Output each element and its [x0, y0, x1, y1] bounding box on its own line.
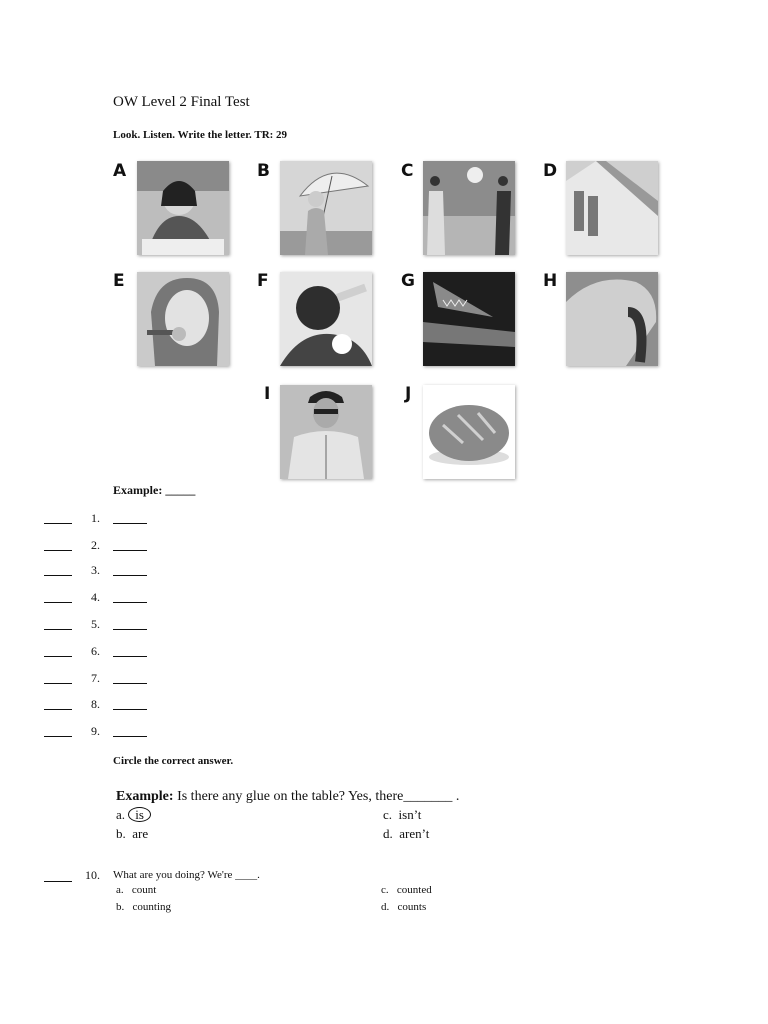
item-number: 8.	[91, 697, 100, 711]
item-number: 3.	[91, 563, 100, 577]
bread-loaf-photo	[423, 385, 515, 479]
option-letter: d.	[383, 826, 393, 841]
option-letter: c.	[383, 807, 393, 822]
answer-row	[0, 617, 768, 633]
photo-letter-f: F	[257, 271, 269, 291]
answer-row	[0, 563, 768, 579]
answer-blank-left[interactable]	[44, 590, 72, 603]
q10-option-d	[381, 901, 426, 913]
photo-letter-a: A	[113, 161, 127, 181]
people-ball-photo	[423, 161, 515, 255]
item-number-q10: 10.	[85, 868, 100, 882]
photo-letter-g: G	[401, 271, 415, 291]
answer-row	[0, 590, 768, 606]
answer-blank-q10[interactable]	[44, 869, 72, 882]
girl-brushing-teeth-photo	[137, 272, 229, 366]
item-number: 4.	[91, 590, 100, 604]
option-text: isn’t	[398, 807, 422, 822]
photo-letter-i: I	[264, 384, 271, 404]
answer-blank-left[interactable]	[44, 644, 72, 657]
section2-instruction: Circle the correct answer.	[113, 755, 234, 767]
option-letter: d.	[381, 901, 390, 913]
example-option-d	[383, 826, 429, 842]
photo-letter-c: C	[401, 161, 414, 181]
q10-option-a	[116, 884, 156, 896]
answer-row	[0, 671, 768, 687]
item-number: 9.	[91, 724, 100, 738]
photo-letter-e: E	[113, 271, 125, 291]
answer-blank-right[interactable]	[113, 724, 147, 737]
answer-blank-right[interactable]	[113, 563, 147, 576]
answer-blank-left[interactable]	[44, 671, 72, 684]
option-letter: a.	[116, 884, 124, 896]
option-letter: c.	[381, 884, 389, 896]
answer-blank-right[interactable]	[113, 671, 147, 684]
example-option-b	[116, 826, 148, 842]
answer-blank-right[interactable]	[113, 538, 147, 551]
section1-instruction: Look. Listen. Write the letter. TR: 29	[113, 129, 288, 141]
item-number: 7.	[91, 671, 100, 685]
item-number: 6.	[91, 644, 100, 658]
answer-row	[0, 511, 768, 527]
item-number: 1.	[91, 511, 100, 525]
girl-writing-photo	[137, 161, 229, 255]
crocodile-photo	[423, 272, 515, 366]
answer-blank-right[interactable]	[113, 511, 147, 524]
option-text: aren’t	[399, 826, 430, 841]
answer-blank-right[interactable]	[113, 617, 147, 630]
answer-blank-right[interactable]	[113, 644, 147, 657]
example-question-label: Example:	[116, 789, 174, 804]
page-title: OW Level 2 Final Test	[113, 94, 250, 110]
option-letter: a.	[116, 807, 126, 822]
option-text: counts	[397, 901, 427, 913]
answer-blank-left[interactable]	[44, 511, 72, 524]
option-letter: b.	[116, 901, 125, 913]
option-text: counted	[396, 884, 432, 896]
photo-letter-b: B	[257, 161, 270, 181]
answer-blank-left[interactable]	[44, 697, 72, 710]
elephant-trunk-photo	[566, 272, 658, 366]
example-label: Example: _____	[113, 483, 196, 497]
building-roof-photo	[566, 161, 658, 255]
example-question	[116, 789, 459, 805]
example-option-c	[383, 807, 421, 823]
answer-row	[0, 644, 768, 660]
option-text: counting	[132, 901, 171, 913]
option-text: count	[131, 884, 157, 896]
q10-question: What are you doing? We're ____.	[113, 869, 260, 881]
example-option-a	[116, 807, 151, 823]
example-question-text: Is there any glue on the table? Yes, there_______ .	[177, 789, 460, 804]
answer-blank-right[interactable]	[113, 697, 147, 710]
photo-letter-j: J	[405, 384, 412, 404]
answer-blank-right[interactable]	[113, 590, 147, 603]
answer-row	[0, 724, 768, 740]
boy-drinking-photo	[280, 272, 372, 366]
option-letter: b.	[116, 826, 126, 841]
q10-option-b	[116, 901, 171, 913]
answer-blank-left[interactable]	[44, 563, 72, 576]
police-officer-photo	[280, 385, 372, 479]
photo-letter-d: D	[543, 161, 558, 181]
item-number: 5.	[91, 617, 100, 631]
answer-blank-left[interactable]	[44, 538, 72, 551]
option-text: are	[132, 826, 149, 841]
answer-blank-left[interactable]	[44, 724, 72, 737]
answer-row	[0, 697, 768, 713]
item-number: 2.	[91, 538, 100, 552]
answer-blank-left[interactable]	[44, 617, 72, 630]
answer-row	[0, 538, 768, 554]
q10-option-c	[381, 884, 432, 896]
girl-umbrella-photo	[280, 161, 372, 255]
photo-letter-h: H	[543, 271, 558, 291]
circled-answer: is	[128, 807, 151, 822]
